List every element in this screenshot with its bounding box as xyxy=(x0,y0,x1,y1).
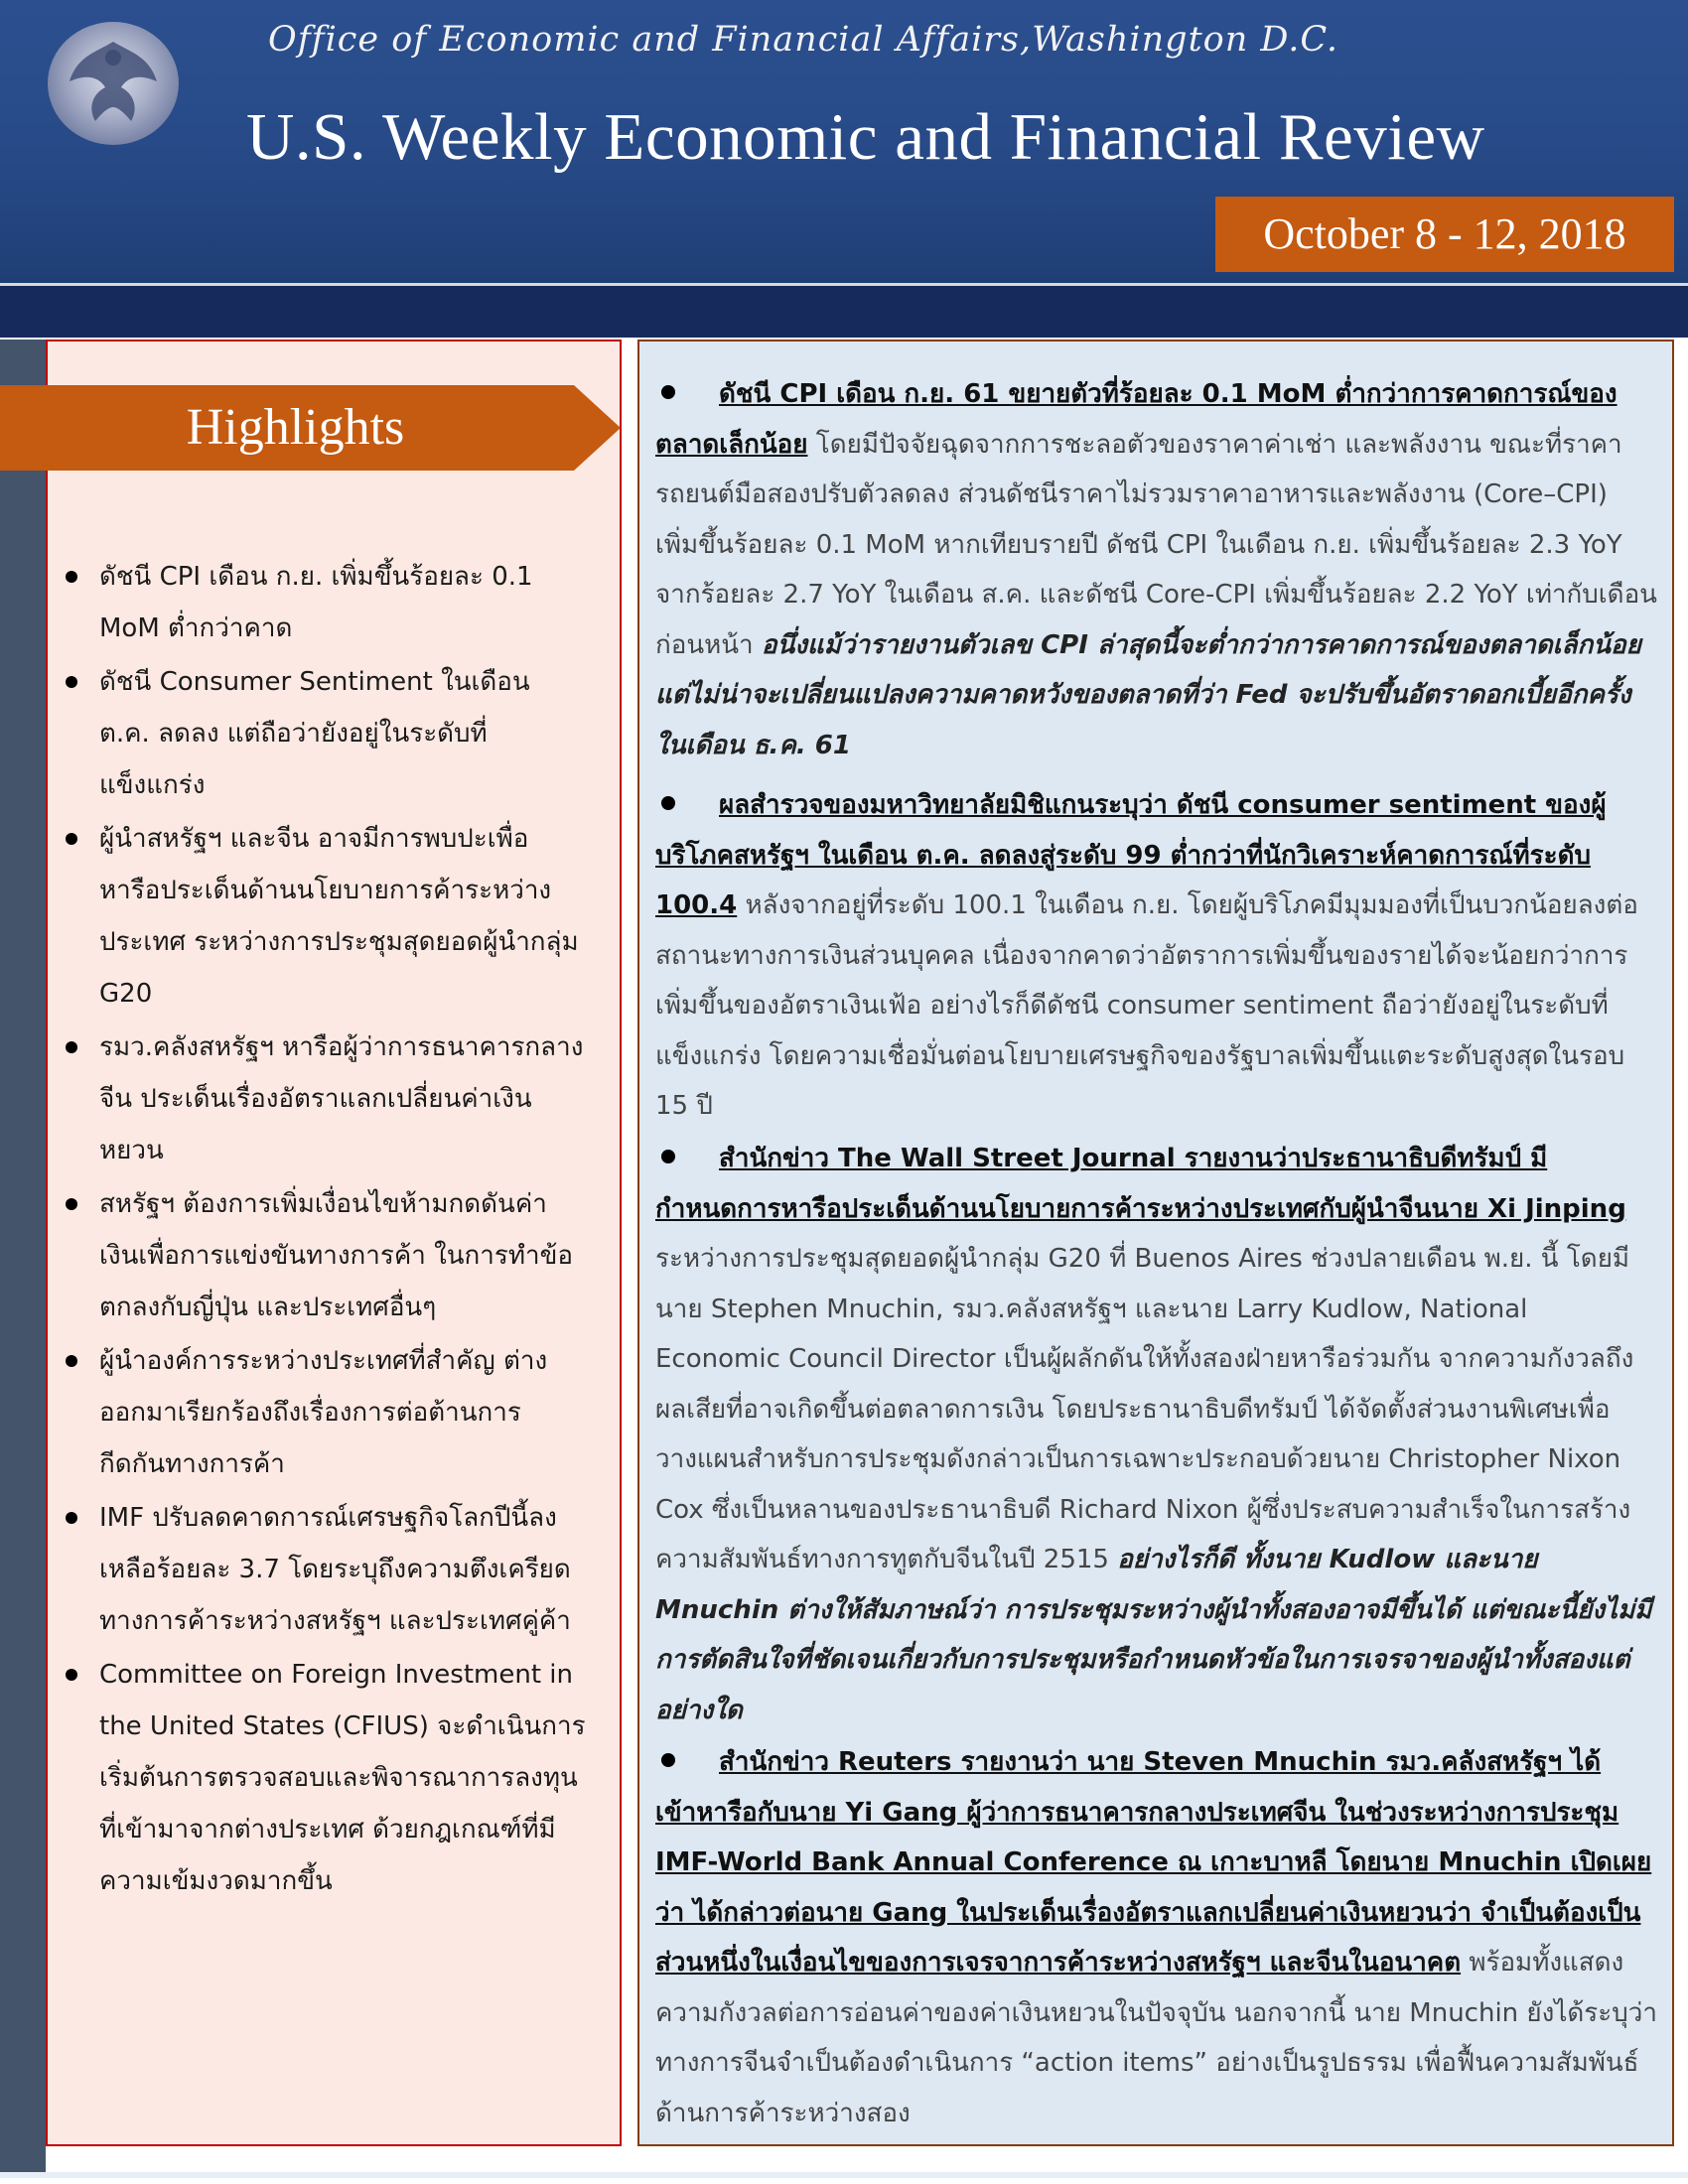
bullet-icon xyxy=(66,571,77,583)
bullet-icon xyxy=(661,1150,675,1163)
treasury-seal-logo xyxy=(48,22,179,145)
bullet-icon xyxy=(661,796,675,810)
bullet-icon xyxy=(661,385,675,399)
footer-rule xyxy=(0,2172,1688,2178)
highlight-item: รมว.คลังสหรัฐฯ หารือผู้ว่าการธนาคารกลางจีน ประเด็นเรื่องอัตราแลกเปลี่ยนค่าเงินหยวน xyxy=(60,1022,586,1176)
article-paragraph-consumer-sentiment: ผลสำรวจของมหาวิทยาลัยมิชิแกนระบุว่า ดัชนี consumer sentiment ของผู้บริโภคสหรัฐฯ ในเดือน ต.ค. ลดลงสู่ระดับ 99 ต่ำกว่าที่นักวิเคราะห์คาดการณ์ที่ระดับ 100.4 หลังจากอยู่ที่ระดับ 100.1 ในเดือน ก.ย. โดยผู้บริโภคมีมุมมองที่เป็นบวกน้อยลงต่อสถานะทางการเงินส่วนบุคคล เนื่องจากคาดว่าอัตราการเพิ่มขึ้นของรายได้จะน้อยกว่าการเพิ่มขึ้นของอัตราเงินเฟ้อ อย่างไรก็ดีดัชนี consumer sentiment ถือว่ายังอยู่ในระดับที่แข็งแกร่ง โดยความเชื่อมั่นต่อนโยบายเศรษฐกิจของรัฐบาลเพิ่มขึ้นแตะระดับสูงสุดในรอบ 15 ปี xyxy=(655,790,1638,1121)
bullet-icon xyxy=(661,1753,675,1767)
bullet-icon xyxy=(66,676,77,688)
highlight-item: ผู้นำสหรัฐฯ และจีน อาจมีการพบปะเพื่อหารือประเด็นด้านนโยบายการค้าระหว่างประเทศ ระหว่างการประชุมสุดยอดผู้นำกลุ่ม G20 xyxy=(60,813,586,1020)
header-divider-band xyxy=(0,283,1688,338)
bullet-icon xyxy=(66,1041,77,1053)
highlight-item: ดัชนี CPI เดือน ก.ย. เพิ่มขึ้นร้อยละ 0.1 MoM ต่ำกว่าคาด xyxy=(60,551,586,654)
bullet-icon xyxy=(66,833,77,845)
bullet-icon xyxy=(66,1669,77,1681)
main-article-column xyxy=(637,340,1674,2146)
issue-date-badge: October 8 - 12, 2018 xyxy=(1215,197,1674,272)
highlight-item: ผู้นำองค์การระหว่างประเทศที่สำคัญ ต่างออกมาเรียกร้องถึงเรื่องการต่อต้านการกีดกันทางการค้า xyxy=(60,1335,586,1490)
header-banner xyxy=(0,0,1688,283)
highlights-list xyxy=(60,551,586,1909)
highlights-title: Highlights xyxy=(186,399,405,456)
office-name: Office of Economic and Financial Affairs,Washington D.C. xyxy=(268,20,1338,60)
highlight-item: ดัชนี Consumer Sentiment ในเดือน ต.ค. ลดลง แต่ถือว่ายังอยู่ในระดับที่แข็งแกร่ง xyxy=(60,656,586,811)
publication-title: U.S. Weekly Economic and Financial Review xyxy=(246,100,1485,174)
bullet-icon xyxy=(66,1355,77,1367)
bullet-icon xyxy=(66,1512,77,1524)
article-paragraph-trade-talks: สำนักข่าว The Wall Street Journal รายงานว่าประธานาธิบดีทรัมป์ มีกำหนดการหารือประเด็นด้านนโยบายการค้าระหว่างประเทศกับผู้นำจีนนาย Xi Jinping ระหว่างการประชุมสุดยอดผู้นำกลุ่ม G20 ที่ Buenos Aires ช่วงปลายเดือน พ.ย. นี้ โดยมีนาย Stephen Mnuchin, รมว.คลังสหรัฐฯ และนาย Larry Kudlow, National Economic Council Director เป็นผู้ผลักดันให้ทั้งสองฝ่ายหารือร่วมกัน จากความกังวลถึงผลเสียที่อาจเกิดขึ้นต่อตลาดการเงิน โดยประธานาธิบดีทรัมป์ ได้จัดตั้งส่วนงานพิเศษเพื่อวางแผนสำหรับการประชุมดังกล่าวเป็นการเฉพาะประกอบด้วยนาย Christopher Nixon Cox ซึ่งเป็นหลานของประธานาธิบดี Richard Nixon ผู้ซึ่งประสบความสำเร็จในการสร้างความสัมพันธ์ทางการทูตกับจีนในปี 2515 อย่างไรก็ดี ทั้งนาย Kudlow และนาย Mnuchin ต่างให้สัมภาษณ์ว่า การประชุมระหว่างผู้นำทั้งสองอาจมีขึ้นได้ แต่ขณะนี้ยังไม่มีการตัดสินใจที่ชัดเจนเกี่ยวกับการประชุมหรือกำหนดหัวข้อในการเจรจาของผู้นำทั้งสองแต่อย่างใด xyxy=(655,1144,1652,1725)
highlight-item: สหรัฐฯ ต้องการเพิ่มเงื่อนไขห้ามกดดันค่าเงินเพื่อการแข่งขันทางการค้า ในการทำข้อตกลงกับญี่ปุ่น และประเทศอื่นๆ xyxy=(60,1178,586,1333)
article-paragraph-yuan: สำนักข่าว Reuters รายงานว่า นาย Steven Mnuchin รมว.คลังสหรัฐฯ ได้เข้าหารือกับนาย Yi Gang ผู้ว่าการธนาคารกลางประเทศจีน ในช่วงระหว่างการประชุม IMF-World Bank Annual Conference ณ เกาะบาหลี โดยนาย Mnuchin เปิดเผยว่า ได้กล่าวต่อนาย Gang ในประเด็นเรื่องอัตราแลกเปลี่ยนค่าเงินหยวนว่า จำเป็นต้องเป็นส่วนหนึ่งในเงื่อนไขของการเจรจาการค้าระหว่างสหรัฐฯ และจีนในอนาคต พร้อมทั้งแสดงความกังวลต่อการอ่อนค่าของค่าเงินหยวนในปัจจุบัน นอกจากนี้ นาย Mnuchin ยังได้ระบุว่า ทางการจีนจำเป็นต้องดำเนินการ “action items” อย่างเป็นรูปธรรม เพื่อฟื้นความสัมพันธ์ด้านการค้าระหว่างสอง xyxy=(655,1747,1657,2128)
left-accent-strip xyxy=(0,340,46,2178)
highlight-item: IMF ปรับลดคาดการณ์เศรษฐกิจโลกปีนี้ลงเหลือร้อยละ 3.7 โดยระบุถึงความตึงเครียดทางการค้าระหว่างสหรัฐฯ และประเทศคู่ค้า xyxy=(60,1492,586,1647)
highlights-banner xyxy=(0,385,621,471)
article-paragraph-cpi: ดัชนี CPI เดือน ก.ย. 61 ขยายตัวที่ร้อยละ 0.1 MoM ต่ำกว่าการคาดการณ์ของตลาดเล็กน้อย โดยมีปัจจัยฉุดจากการชะลอตัวของราคาค่าเช่า และพลังงาน ขณะที่ราคารถยนต์มือสองปรับตัวลดลง ส่วนดัชนีราคาไม่รวมราคาอาหารและพลังงาน (Core–CPI) เพิ่มขึ้นร้อยละ 0.1 MoM หากเทียบรายปี ดัชนี CPI ในเดือน ก.ย. เพิ่มขึ้นร้อยละ 2.3 YoY จากร้อยละ 2.7 YoY ในเดือน ส.ค. และดัชนี Core-CPI เพิ่มขึ้นร้อยละ 2.2 YoY เท่ากับเดือนก่อนหน้า อนึ่งแม้ว่ารายงานตัวเลข CPI ล่าสุดนี้จะต่ำกว่าการคาดการณ์ของตลาดเล็กน้อย แต่ไม่น่าจะเปลี่ยนแปลงความคาดหวังของตลาดที่ว่า Fed จะปรับขึ้นอัตราดอกเบี้ยอีกครั้งในเดือน ธ.ค. 61 xyxy=(655,379,1657,760)
bullet-icon xyxy=(66,1198,77,1210)
highlight-item: Committee on Foreign Investment in the United States (CFIUS) จะดำเนินการเริ่มต้นการตรวจสอบและพิจารณาการลงทุนที่เข้ามาจากต่างประเทศ ด้วยกฎเกณฑ์ที่มีความเข้มงวดมากขึ้น xyxy=(60,1649,586,1907)
